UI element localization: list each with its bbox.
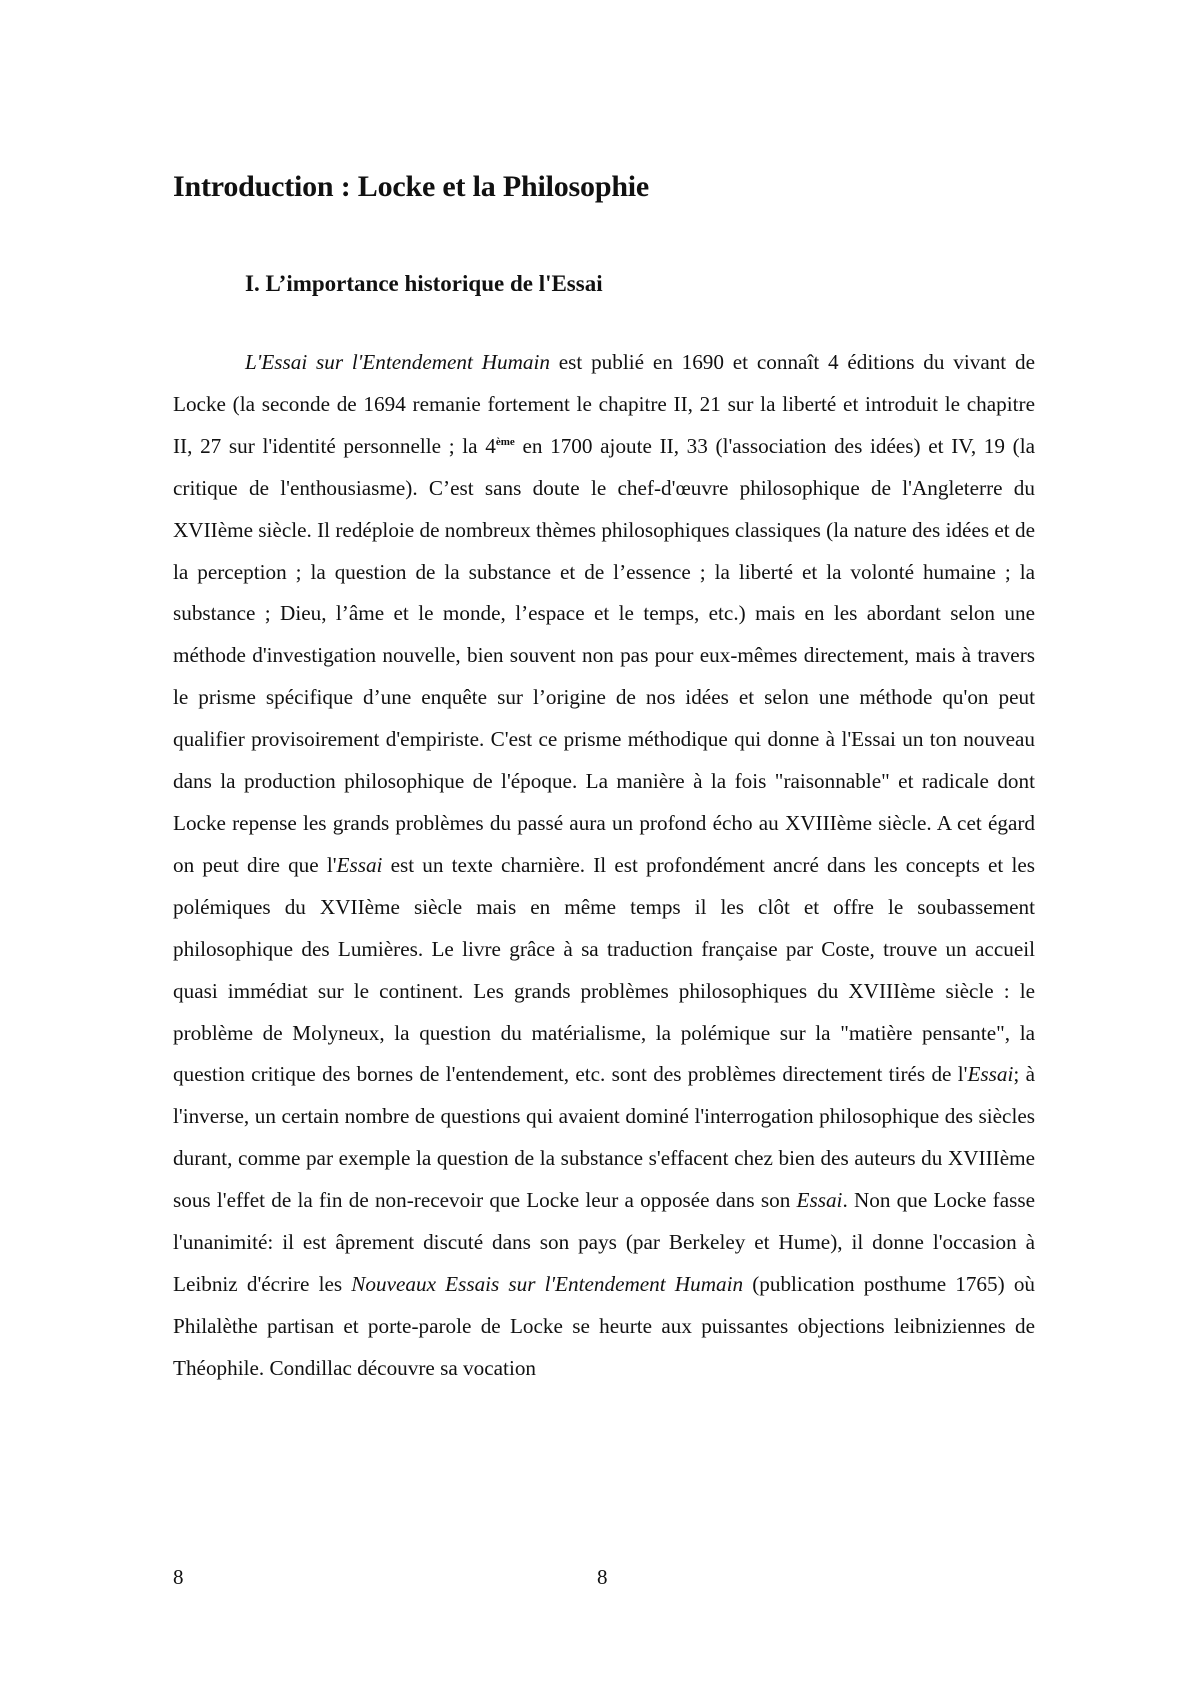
text-run: . Non que Locke fasse l'unanimité: il est âprement discuté dans son pays (par Berkeley et Hume), il donne l'occasion à Leibniz d'écrire les [173, 1188, 1036, 1296]
text-run: est publié en 1690 et connaît 4 éditions du vivant de Locke (la seconde de 1694 remanie fortement le chapitre II, 21 sur la liberté et introduit le chapitre II, 27 sur l'identité personnelle ; la 4 [173, 350, 1035, 458]
ordinal-superscript: ème [495, 435, 515, 448]
page-number-left: 8 [173, 1565, 184, 1589]
text-run: est un texte charnière. Il est profondément ancré dans les concepts et les polémiques du XVIIème siècle mais en même temps il les clôt et offre le soubassement philosophique des Lumières. Le livre grâce à sa traduction française par Coste, trouve un accueil quasi immédiat sur le continent. Les grands problèmes philosophiques du XVIIIème siècle : le problème de Molyneux, la question du matérialisme, la polémique sur la "matière pensante", la question critique des bornes de l'entendement, etc. sont des problèmes directement tirés de l' [173, 852, 1035, 1087]
text-run: Essai [336, 852, 383, 877]
text-run: Essai [967, 1062, 1014, 1087]
chapter-title: Introduction : Locke et la Philosophie [173, 170, 650, 203]
text-run: ; à l'inverse, un certain nombre de questions qui avaient dominé l'interrogation philosophique des siècles durant, comme par exemple la question de la substance s'effacent chez bien des auteurs du XVIIIème sous l'effet de la fin de non-recevoir que Locke leur a opposée dans son [173, 1062, 1035, 1213]
text-run: L'Essai sur l'Entendement Humain [245, 350, 550, 374]
text-run: en 1700 ajoute II, 33 (l'association des idées) et IV, 19 (la critique de l'enthousiasme). C’est sans doute le chef-d'œuvre philosophique de l'Angleterre du XVIIème siècle. Il redéploie de nombreux thèmes philosophiques classiques (la nature des idées et de la perception ; la question de la substance et de l’essence ; la liberté et la volonté humaine ; la substance ; Dieu, l’âme et le monde, l’espace et le temps, etc.) mais en les abordant selon une méthode d'investigation nouvelle, bien souvent non pas pour eux-mêmes directement, mais à travers le prisme spécifique d’une enquête sur l’origine de nos idées et selon une méthode qu'on peut qualifier provisoirement d'empiriste. C'est ce prisme méthodique qui donne à l'Essai un ton nouveau dans la production philosophique de l'époque. La manière à la fois "raisonnable" et radicale dont Locke repense les grands problèmes du passé aura un profond écho au XVIIIème siècle. A cet égard on peut dire que l' [173, 433, 1036, 877]
section-title: I. L’importance historique de l'Essai [245, 271, 603, 296]
body-paragraph [173, 342, 1035, 1390]
page-number-center: 8 [597, 1565, 608, 1589]
text-run: Essai [796, 1188, 843, 1213]
text-run: Nouveaux Essais sur l'Entendement Humain [351, 1271, 744, 1296]
text-run: (publication posthume 1765) où Philalèthe partisan et porte-parole de Locke se heurte aux puissantes objections leibniziennes de Théophile. Condillac découvre sa vocation [173, 1271, 1036, 1380]
